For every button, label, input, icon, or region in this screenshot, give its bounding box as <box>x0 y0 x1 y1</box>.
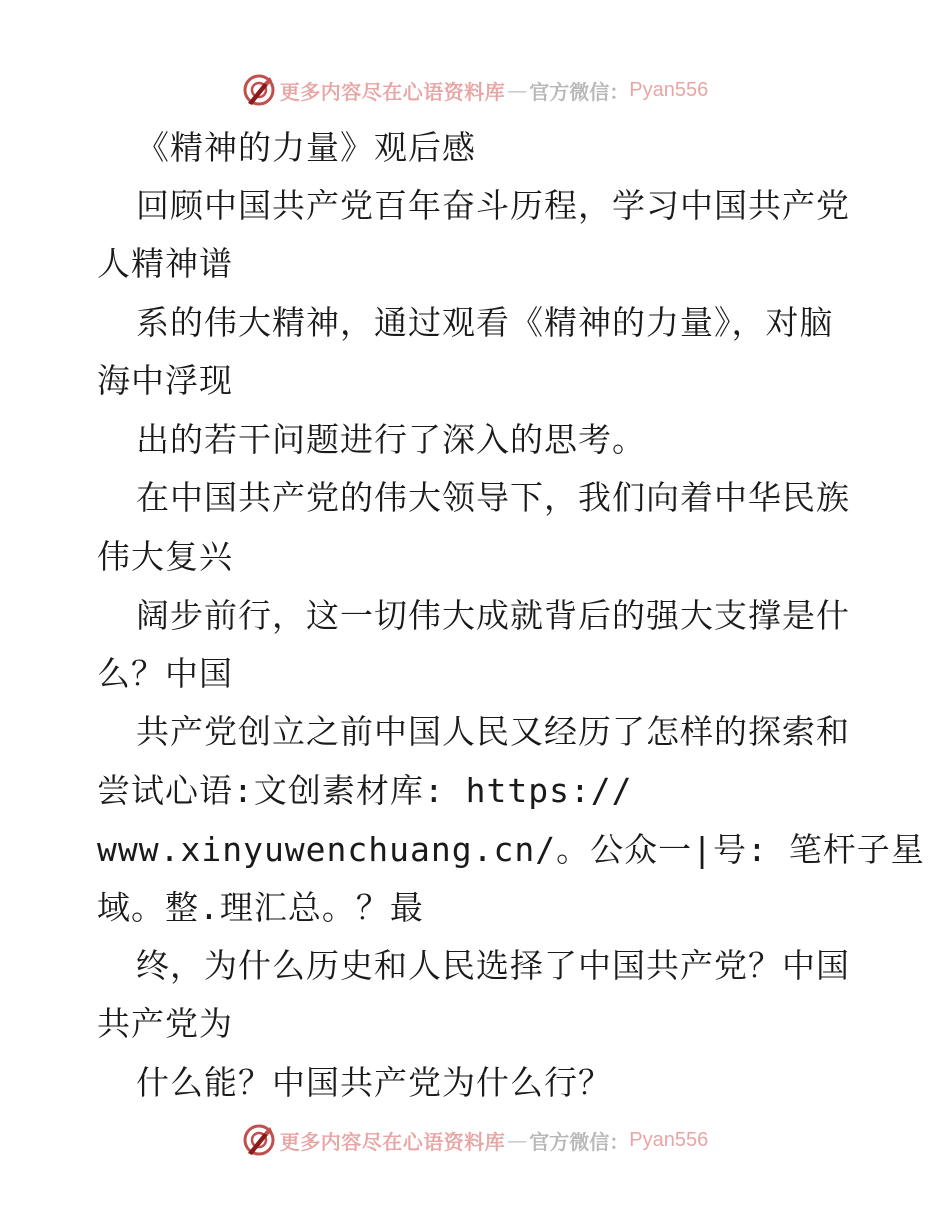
paragraph-line: 共产党创立之前中国人民又经历了怎样的探索和 <box>136 712 850 751</box>
paragraph-line: 出的若干问题进行了深入的思考。 <box>136 420 646 459</box>
paragraph-line: 什么能？中国共产党为什么行？ <box>136 1063 612 1102</box>
paragraph-line: 人精神谱 <box>97 244 233 283</box>
banner-wechat-label: 官方微信： <box>529 1129 630 1154</box>
header-banner <box>0 70 950 110</box>
logo-icon <box>242 73 276 107</box>
banner-text: 更多内容尽在心语资料库 <box>279 1129 506 1154</box>
banner-separator: — <box>507 1128 528 1152</box>
paragraph-line: 海中浮现 <box>97 361 233 400</box>
paragraph-line: 系的伟大精神，通过观看《精神的力量》，对脑 <box>136 303 834 342</box>
paragraph-line: 域。整.理汇总。？最 <box>97 888 424 927</box>
paragraph-line: 回顾中国共产党百年奋斗历程，学习中国共产党 <box>136 186 850 225</box>
paragraph-line: 尝试心语:文创素材库: https:// <box>97 771 633 810</box>
paragraph-line: 在中国共产党的伟大领导下，我们向着中华民族 <box>136 478 850 517</box>
footer-banner <box>0 1120 950 1160</box>
paragraph-line: 阔步前行，这一切伟大成就背后的强大支撑是什 <box>136 596 850 635</box>
paragraph-line: 终，为什么历史和人民选择了中国共产党？中国 <box>136 946 850 985</box>
paragraph-line: 伟大复兴 <box>97 537 233 576</box>
logo-icon <box>242 1123 276 1157</box>
paragraph-line: www.xinyuwenchuang.cn/。公众一|号: 笔杆子星 <box>97 830 925 869</box>
banner-text: 更多内容尽在心语资料库 <box>279 79 506 104</box>
paragraph-line: 共产党为 <box>97 1004 233 1043</box>
document-title: 《精神的力量》观后感 <box>136 128 476 167</box>
banner-separator: — <box>507 78 528 102</box>
banner-wechat-id: Pyan556 <box>629 1128 709 1151</box>
banner-wechat-id: Pyan556 <box>629 78 709 101</box>
banner-wechat-label: 官方微信： <box>529 79 630 104</box>
paragraph-line: 么？中国 <box>97 654 233 693</box>
